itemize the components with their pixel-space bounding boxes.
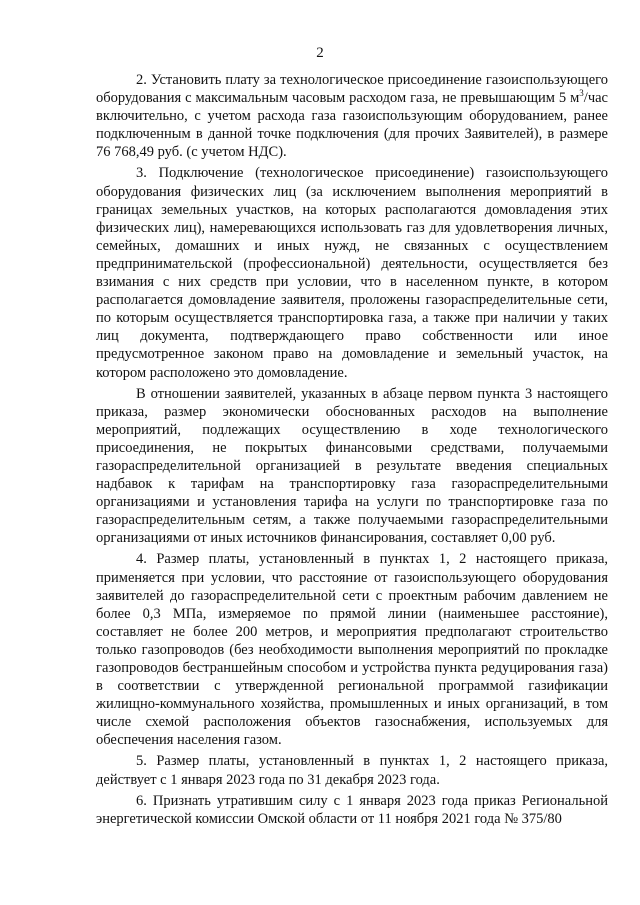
paragraph-6: 6. Признать утратившим силу с 1 января 2023 года приказ Региональной энергетической комиссии Омской области от 11 ноября 2021 года № 375/80: [96, 792, 608, 827]
cubic-superscript: 3: [579, 88, 584, 99]
page-number: 2: [316, 45, 324, 61]
paragraph-2-text-start: 2. Установить плату за технологическое присоединение газоиспользующего оборудования с максимальным часовым расходом газа, не превышающим 5 м: [96, 72, 608, 107]
paragraph-3-second: В отношении заявителей, указанных в абзаце первом пункта 3 настоящего приказа, размер экономически обоснованных расходов на выполнение мероприятий, подлежащих осуществлению в ходе технологического присоединения, не покрытых финансовыми средствами, получаемыми газораспределительной организацией в результате введения специальных надбавок к тарифам на транспортировку газа газораспределительными организациями и установления тарифа на услуги по транспортировке газа по газораспределительным сетям, а также получаемыми газораспределительными организациями от иных источников финансирования, составляет 0,00 руб.: [96, 385, 608, 547]
paragraph-3: 3. Подключение (технологическое присоединение) газоиспользующего оборудования физических лиц (за исключением выполнения мероприятий в границах земельных участков, на которых располагаются домовладения этих физических лиц), намеревающихся использовать газ для удовлетворения личных, семейных, домашних и иных нужд, не связанных с осуществлением предпринимательской (профессиональной) деятельности, осуществляется без взимания с них средств при условии, что в населенном пункте, в котором располагается домовладение заявителя, проложены газораспределительные сети, по которым осуществляется транспортировка газа, а также при наличии у таких лиц документа, подтверждающего право собственности или иное предусмотренное законом право на домовладение и земельный участок, на котором расположено это домовладение.: [96, 165, 608, 381]
paragraph-2-text-end: /час включительно, с учетом расхода газа газоиспользующим оборудованием, ранее подключенным в данной точке подключения (для прочих Заявителей), в размере 76 768,49 руб. (с учетом НДС).: [96, 90, 608, 161]
paragraph-2: [96, 71, 608, 161]
document-body: [96, 71, 608, 828]
paragraph-4: 4. Размер платы, установленный в пунктах 1, 2 настоящего приказа, применяется при условии, что расстояние от газоиспользующего оборудования заявителей до газораспределительной сети с проектным рабочим давлением не более 0,3 МПа, измеряемое по прямой линии (наименьшее расстояние), составляет не более 200 метров, и мероприятия предполагают строительство только газопроводов (без необходимости выполнения мероприятий по прокладке газопроводов бестраншейным способом и устройства пункта редуцирования газа) в соответствии с утвержденной региональной программой газификации жилищно-коммунального хозяйства, промышленных и иных организаций, в том числе схемой расположения объектов газоснабжения, используемых для обеспечения населения газом.: [96, 551, 608, 749]
paragraph-5: 5. Размер платы, установленный в пунктах 1, 2 настоящего приказа, действует с 1 января 2023 года по 31 декабря 2023 года.: [96, 753, 608, 788]
